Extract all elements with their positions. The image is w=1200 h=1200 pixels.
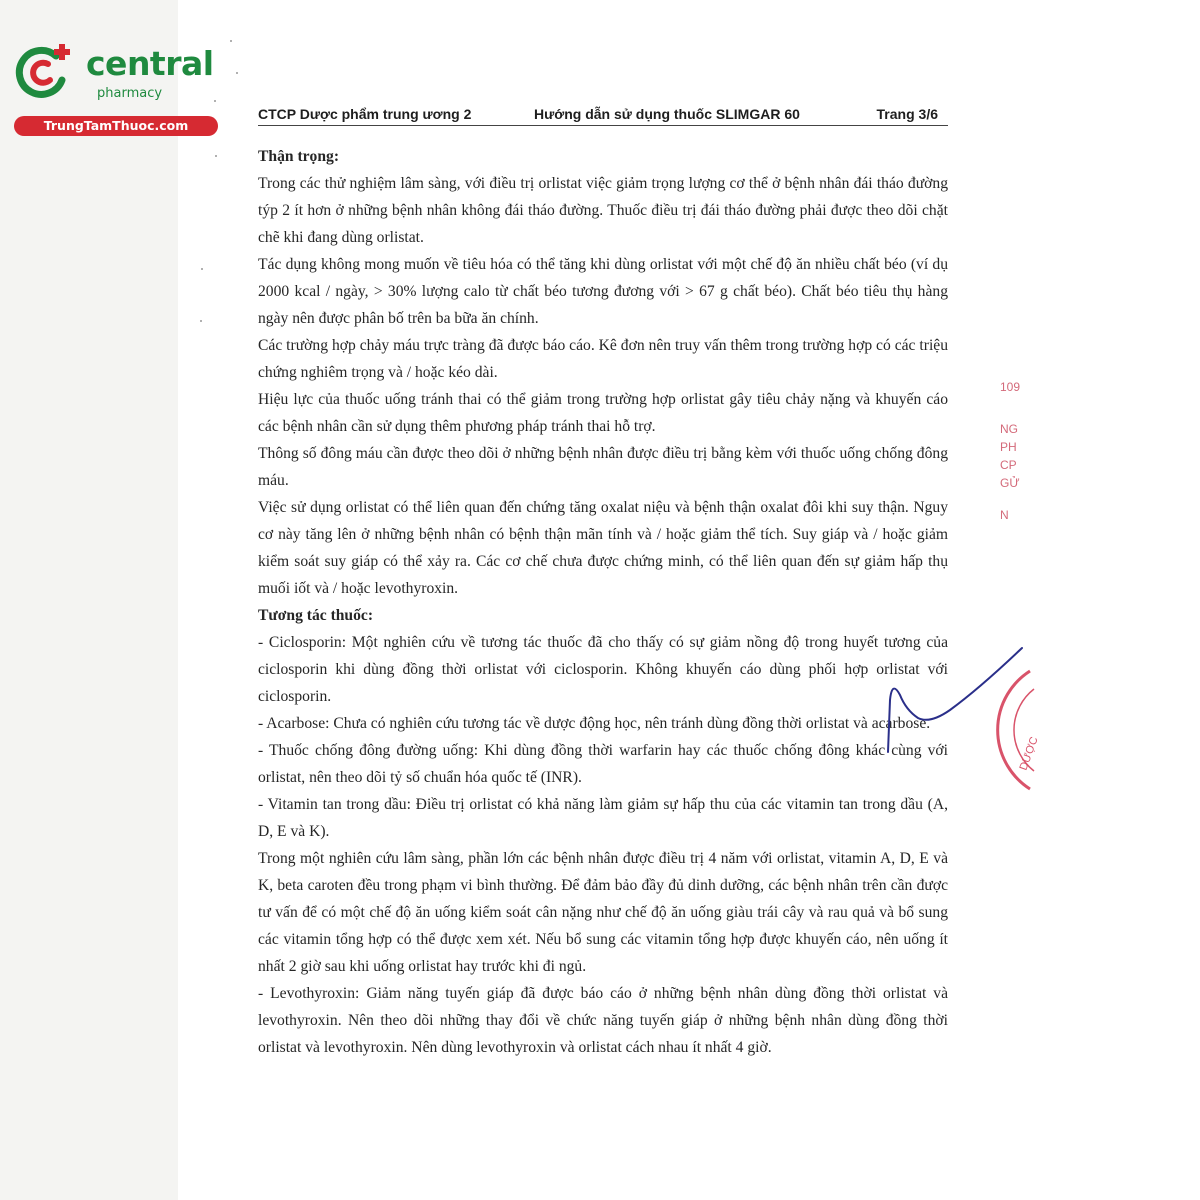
caution-paragraph: Tác dụng không mong muốn về tiêu hóa có thể tăng khi dùng orlistat với một chế độ ăn nhiều chất béo (ví dụ 2000 kcal / ngày, > 30% lượng calo từ chất béo tương đương với > 67 g chất béo). Chất béo tiêu thụ hàng ngày nên được phân bố trên ba bữa ăn chính. <box>258 256 948 327</box>
header-document-title: Hướng dẫn sử dụng thuốc SLIMGAR 60 <box>534 106 800 122</box>
caution-paragraph: Việc sử dụng orlistat có thể liên quan đến chứng tăng oxalat niệu và bệnh thận oxalat đôi khi suy thận. Nguy cơ này tăng lên ở những bệnh nhân có bệnh thận mãn tính và / hoặc giảm thể tích. Suy giáp và / hoặc giảm kiểm soát suy giáp có thể xảy ra. Các cơ chế chưa được chứng minh, có thể liên quan đến sự giảm hấp thụ muối iốt và / hoặc levothyroxin. <box>258 499 948 597</box>
stamp-text: PH <box>1000 440 1017 454</box>
stamp-text: GỬ <box>1000 476 1020 490</box>
pharmacy-cross-logo-icon <box>14 44 70 100</box>
stamp-text: N <box>1000 508 1009 522</box>
interaction-item: - Vitamin tan trong dầu: Điều trị orlistat có khả năng làm giảm sự hấp thu của các vitamin tan trong dầu (A, D, E và K). <box>258 796 948 840</box>
central-pharmacy-logo <box>8 38 223 138</box>
interaction-item: - Levothyroxin: Giảm năng tuyến giáp đã được báo cáo ở những bệnh nhân dùng đồng thời orlistat và levothyroxin. Nên theo dõi những thay đổi về chức năng tuyến giáp ở những bệnh nhân dùng đồng thời orlistat và levothyroxin. Nên dùng levothyroxin và orlistat cách nhau ít nhất 4 giờ. <box>258 985 948 1056</box>
stamp-text: CP <box>1000 458 1017 472</box>
seal-text: DƯỢC <box>1017 735 1041 773</box>
caution-paragraph: Trong các thử nghiệm lâm sàng, với điều trị orlistat việc giảm trọng lượng cơ thể ở bệnh nhân đái tháo đường týp 2 ít hơn ở những bệnh nhân không đái tháo đường. Thuốc điều trị đái tháo đường phải được theo dõi chặt chẽ khi đang dùng orlistat. <box>258 175 948 246</box>
interaction-item: - Acarbose: Chưa có nghiên cứu tương tác về dược động học, nên tránh dùng đồng thời orlistat và acarbose. <box>258 715 931 732</box>
scan-speck <box>200 320 202 322</box>
stamp-text: NG <box>1000 422 1018 436</box>
brand-tagline: pharmacy <box>97 86 163 101</box>
interaction-item: - Thuốc chống đông đường uống: Khi dùng đồng thời warfarin hay các thuốc chống đông khác cùng với orlistat, nên theo dõi tỷ số chuẩn hóa quốc tế (INR). <box>258 742 948 786</box>
scan-speck <box>201 268 203 270</box>
brand-name: central <box>86 44 214 83</box>
caution-heading: Thận trọng: <box>258 148 340 165</box>
scan-speck <box>215 155 217 157</box>
interactions-heading: Tương tác thuốc: <box>258 607 374 624</box>
document-body <box>258 143 948 1061</box>
caution-paragraph: Các trường hợp chảy máu trực tràng đã được báo cáo. Kê đơn nên truy vấn thêm trong trường hợp có các triệu chứng nghiêm trọng và / hoặc kéo dài. <box>258 337 948 381</box>
scan-speck <box>230 40 232 42</box>
approval-stamp-fragment <box>1000 378 1030 528</box>
header-company: CTCP Dược phẩm trung ương 2 <box>258 106 472 122</box>
red-seal-fragment <box>996 665 1041 795</box>
scan-speck <box>236 72 238 74</box>
caution-paragraph: Hiệu lực của thuốc uống tránh thai có thể giảm trong trường hợp orlistat gây tiêu chảy nặng và khuyến cáo các bệnh nhân cần sử dụng thêm phương pháp tránh thai hỗ trợ. <box>258 391 948 435</box>
caution-paragraph: Thông số đông máu cần được theo dõi ở những bệnh nhân được điều trị bằng kèm với thuốc uống chống đông máu. <box>258 445 948 489</box>
interaction-paragraph: Trong một nghiên cứu lâm sàng, phần lớn các bệnh nhân được điều trị 4 năm với orlistat, vitamin A, D, E và K, beta caroten đều trong phạm vi bình thường. Để đảm bảo đầy đủ dinh dưỡng, các bệnh nhân trên cần được tư vấn để có một chế độ ăn uống kiểm soát cân nặng như chế độ ăn uống giàu trái cây và rau quả và bổ sung các vitamin tổng hợp có thể được xem xét. Nếu bổ sung các vitamin tổng hợp được khuyến cáo, nên uống ít nhất 2 giờ sau khi uống orlistat hay trước khi đi ngủ. <box>258 850 948 975</box>
header-page-number: Trang 3/6 <box>876 106 938 122</box>
page-header <box>258 103 948 126</box>
interaction-item: - Ciclosporin: Một nghiên cứu về tương tác thuốc đã cho thấy có sự giảm nồng độ trong huyết tương của ciclosporin khi dùng đồng thời orlistat với ciclosporin. Không khuyến cáo dùng phối hợp orlistat với ciclosporin. <box>258 634 948 705</box>
stamp-text: 109 <box>1000 380 1021 394</box>
brand-website: TrungTamThuoc.com <box>14 116 218 136</box>
